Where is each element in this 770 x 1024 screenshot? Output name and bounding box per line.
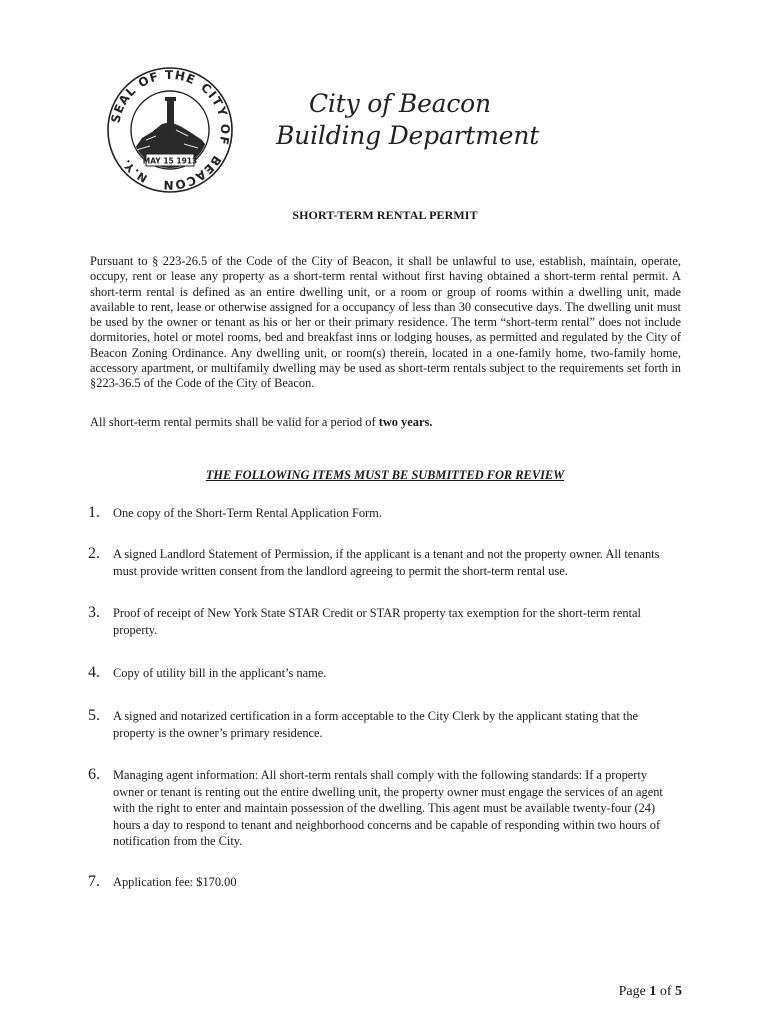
page-current: 1 (649, 984, 657, 999)
seal-right-bottom-text: N.Y. (119, 156, 150, 185)
section-heading: THE FOLLOWING ITEMS MUST BE SUBMITTED FOR REVIEW (205, 468, 565, 482)
requirement-text: One copy of the Short-Term Rental Application Form. (113, 506, 382, 520)
requirement-number: 4. (88, 664, 100, 681)
requirement-text: Managing agent information: All short-term rentals shall comply with the following standards: If a property owner or tenant is renting out the entire dwelling unit, the property owner must engage the services of an agent with the right to enter and maintain possession of the dwelling. This agent must be available twenty-four (24) hours a day to respond to tenant and neighborhood concerns and be capable of responding within two hours of notification from the City. (113, 768, 663, 848)
page-number (619, 984, 682, 1000)
validity-period: two years. (378, 415, 433, 429)
requirement-number: 6. (88, 766, 100, 783)
validity-paragraph (90, 415, 681, 430)
requirement-text: Proof of receipt of New York State STAR Credit or STAR property tax exemption for the short-term rental property. (113, 606, 641, 637)
page-word: Page (618, 984, 650, 999)
seal-date-text: MAY 15 1913 (142, 156, 198, 166)
requirement-text: Application fee: $170.00 (113, 875, 237, 889)
requirement-text: A signed and notarized certification in a form acceptable to the City Clerk by the applicant stating that the property is the owner’s primary residence. (113, 709, 639, 740)
seal-left-text: SEAL OF THE (108, 67, 198, 125)
letterhead-department: Building Department (276, 121, 540, 150)
requirement-item (88, 604, 688, 638)
validity-text: All short-term rental permits shall be valid for a period of (90, 415, 379, 429)
requirement-text: Copy of utility bill in the applicant’s name. (113, 666, 327, 680)
letterhead-city: City of Beacon (309, 89, 491, 118)
city-seal-logo (106, 66, 234, 194)
letterhead (276, 88, 539, 152)
requirement-item (88, 707, 688, 741)
page-total: 5 (675, 984, 682, 999)
requirement-number: 2. (88, 545, 100, 562)
requirement-text: A signed Landlord Statement of Permission, if the applicant is a tenant and not the property owner. All tenants must provide written consent from the landlord agreeing to permit the short-term rental use. (113, 547, 660, 578)
requirement-item (88, 873, 688, 891)
intro-paragraph: Pursuant to § 223-26.5 of the Code of the City of Beacon, it shall be unlawful to use, establish, maintain, operate, occupy, rent or lease any property as a short-term rental without first having obtained a short-term rental permit. A short-term rental is defined as an entire dwelling unit, or a room or group of rooms within a dwelling unit, made available to rent, lease or otherwise assigned for a occupancy of less than 30 consecutive days. The dwelling unit must be used by the owner or tenant as his or her or their primary residence. The term “short-term rental” does not include dormitories, hotel or motel rooms, bed and breakfast inns or lodging houses, as permitted and regulated by the City of Beacon Zoning Ordinance. Any dwelling unit, or room(s) therein, located in a one-family home, two-family home, accessory apartment, or multifamily dwelling may be used as short-term rentals subject to the requirements set forth in §223-36.5 of the Code of the City of Beacon. (90, 254, 681, 391)
requirement-number: 3. (88, 604, 100, 621)
requirement-item (88, 545, 688, 579)
document-title: SHORT-TERM RENTAL PERMIT (292, 208, 478, 222)
page-of: of (656, 984, 675, 999)
requirement-item (88, 766, 688, 850)
requirement-number: 5. (88, 707, 100, 724)
seal-right-text: BEACON (162, 153, 224, 193)
requirement-item (88, 504, 688, 522)
requirement-item (88, 664, 688, 682)
requirement-number: 1. (88, 504, 100, 521)
seal-top-text: CITY OF (198, 80, 233, 148)
requirement-number: 7. (88, 873, 100, 890)
